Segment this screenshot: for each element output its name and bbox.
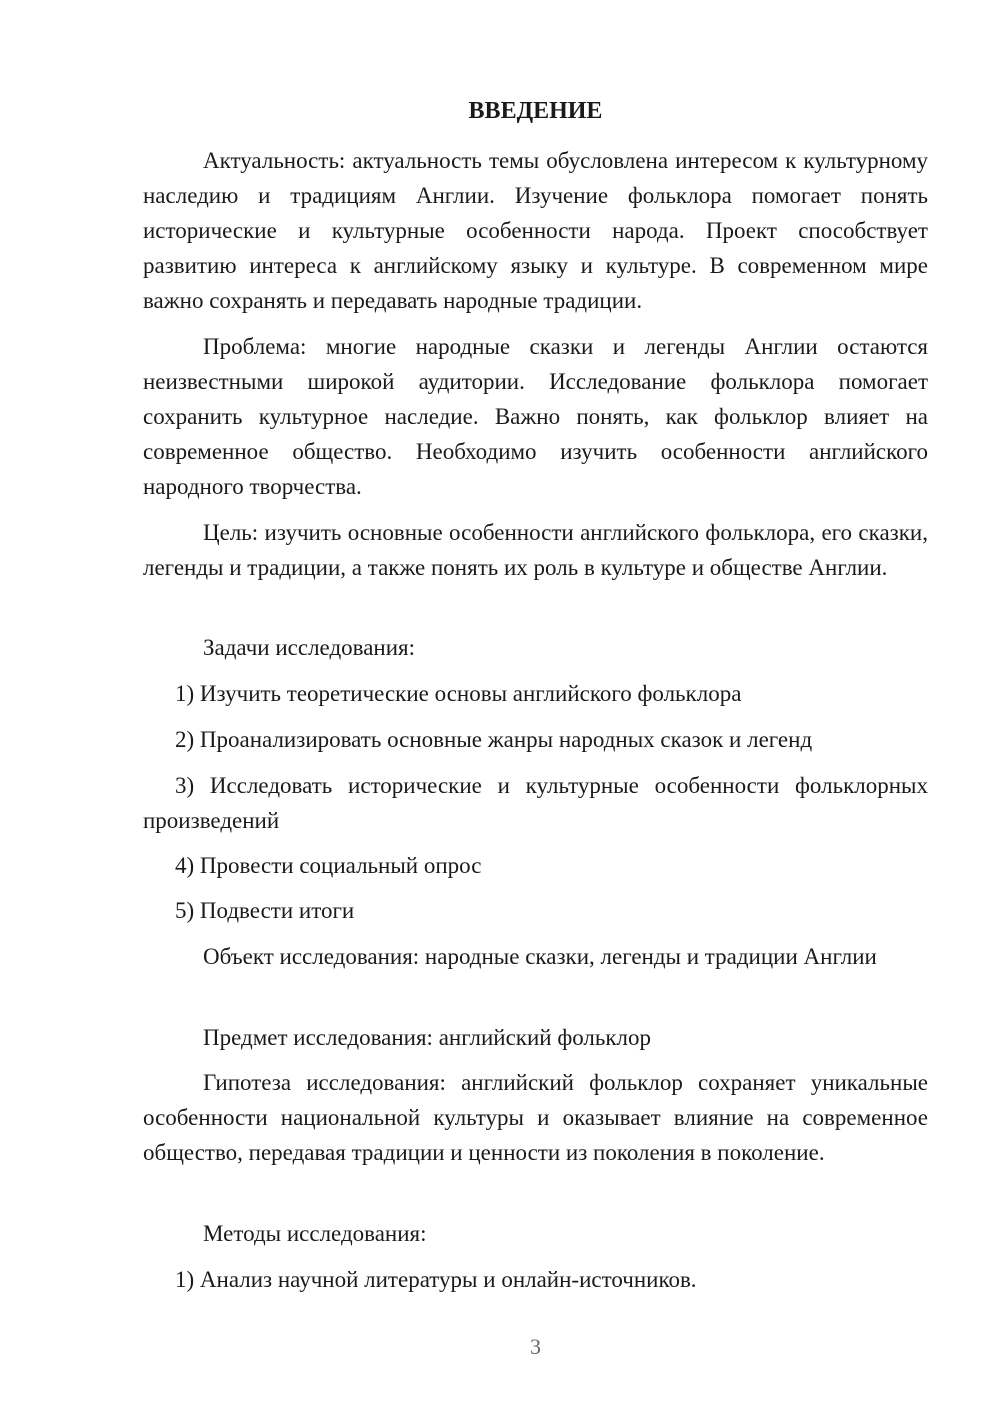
method-item-1: 1) Анализ научной литературы и онлайн-источников. [175, 1267, 697, 1292]
task-item-3: 3) Исследовать исторические и культурные особенности фольклорных произведений [143, 773, 928, 833]
paragraph-relevance: Актуальность: актуальность темы обусловлена интересом к культурному наследию и традициям Англии. Изучение фольклора помогает понять исторические и культурные особенности народа. Проект способствует развитию интереса к английскому языку и культуре. В современном мире важно сохранять и передавать народные традиции. [143, 148, 928, 313]
paragraph-object: Объект исследования: народные сказки, легенды и традиции Англии [203, 944, 877, 969]
document-page [143, 0, 928, 1414]
paragraph-problem: Проблема: многие народные сказки и легенды Англии остаются неизвестными широкой аудитории. Исследование фольклора помогает сохранить культурное наследие. Важно понять, как фольклор влияет на современное общество. Необходимо изучить особенности английского народного творчества. [143, 334, 928, 499]
tasks-heading: Задачи исследования: [203, 635, 416, 660]
task-item-2: 2) Проанализировать основные жанры народных сказок и легенд [175, 727, 813, 752]
paragraph-goal: Цель: изучить основные особенности английского фольклора, его сказки, легенды и традиции, а также понять их роль в культуре и обществе Англии. [143, 520, 928, 580]
task-item-1: 1) Изучить теоретические основы английского фольклора [175, 681, 742, 706]
paragraph-subject: Предмет исследования: английский фольклор [203, 1025, 652, 1050]
task-item-5: 5) Подвести итоги [175, 898, 355, 923]
section-title: ВВЕДЕНИЕ [468, 98, 603, 124]
task-item-4: 4) Провести социальный опрос [175, 853, 482, 878]
methods-heading: Методы исследования: [203, 1221, 427, 1246]
page-number: 3 [530, 1334, 541, 1359]
paragraph-hypothesis: Гипотеза исследования: английский фольклор сохраняет уникальные особенности национальной культуры и оказывает влияние на современное общество, передавая традиции и ценности из поколения в поколение. [143, 1070, 928, 1165]
